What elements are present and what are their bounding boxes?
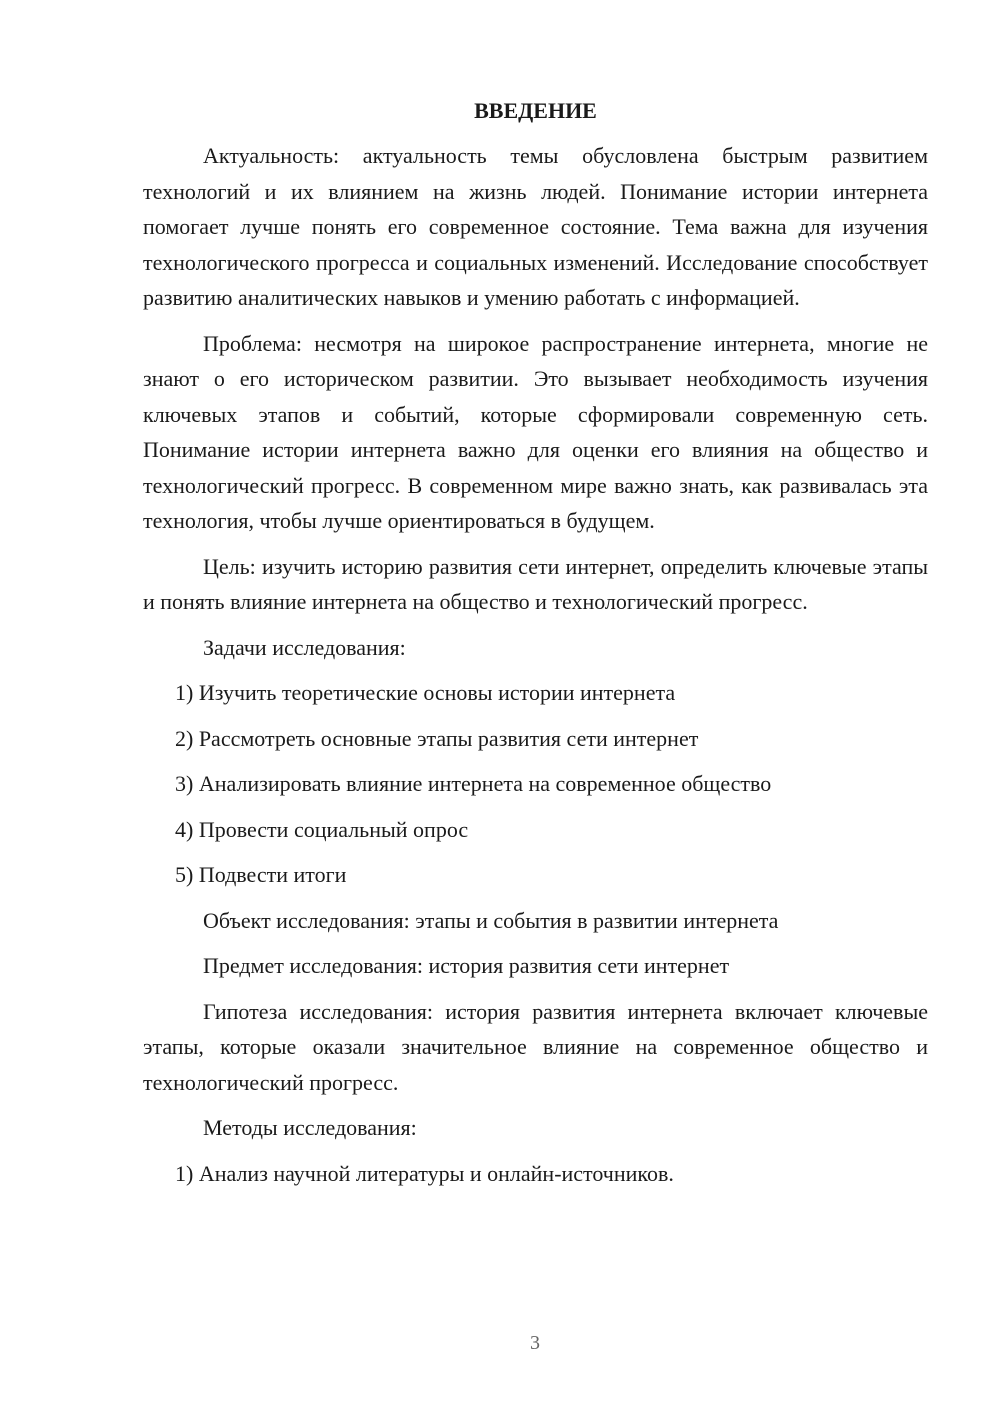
task-item-3: 3) Анализировать влияние интернета на современное общество: [175, 771, 772, 796]
tasks-heading: Задачи исследования:: [203, 634, 406, 660]
object-paragraph: Объект исследования: этапы и события в развитии интернета: [203, 907, 779, 933]
task-item-4: 4) Провести социальный опрос: [175, 816, 469, 842]
subject-paragraph: Предмет исследования: история развития сети интернет: [203, 953, 730, 978]
task-item-1: 1) Изучить теоретические основы истории интернета: [175, 680, 676, 705]
page-title: ВВЕДЕНИЕ: [474, 98, 597, 123]
task-item-2: 2) Рассмотреть основные этапы развития сети интернет: [175, 725, 699, 751]
problem-paragraph: Проблема: несмотря на широкое распространение интернета, многие не знают о его историческом развитии. Это вызывает необходимость изучения ключевых этапов и событий, которые сформировали современную сеть. Понимание истории интернета важно для оценки его влияния на общество и технологический прогресс. В современном мире важно знать, как развивалась эта технология, чтобы лучше ориентироваться в будущем.: [143, 330, 928, 533]
methods-heading: Методы исследования:: [203, 1115, 417, 1140]
hypothesis-paragraph: Гипотеза исследования: история развития интернета включает ключевые этапы, которые оказали значительное влияние на современное общество и технологический прогресс.: [143, 998, 928, 1095]
page-content: [143, 94, 928, 1201]
relevance-paragraph: Актуальность: актуальность темы обусловлена быстрым развитием технологий и их влиянием на жизнь людей. Понимание истории интернета помогает лучше понять его современное состояние. Тема важна для изучения технологического прогресса и социальных изменений. Исследование способствует развитию аналитических навыков и умению работать с информацией.: [143, 143, 928, 310]
task-item-5: 5) Подвести итоги: [175, 862, 347, 887]
page-number: 3: [530, 1332, 540, 1354]
method-item-1: 1) Анализ научной литературы и онлайн-источников.: [175, 1160, 674, 1186]
goal-paragraph: Цель: изучить историю развития сети интернет, определить ключевые этапы и понять влияние интернета на общество и технологический прогресс.: [143, 553, 928, 614]
